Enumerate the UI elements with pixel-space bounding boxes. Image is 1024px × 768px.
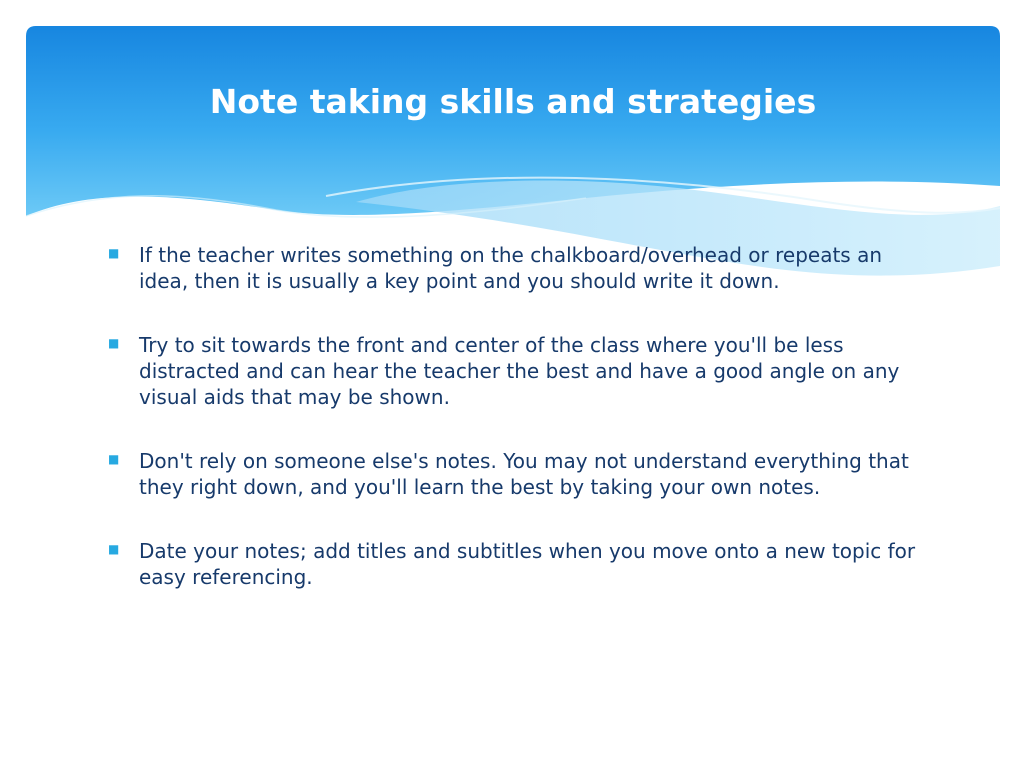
bullet-text: Don't rely on someone else's notes. You may not understand everything that they right down, and you'll learn the best by taking your own notes. [139,449,909,499]
bullet-text: Try to sit towards the front and center of the class where you'll be less distracted and can hear the teacher the best and have a good angle on any visual aids that may be shown. [139,333,900,409]
list-item [108,448,928,500]
square-bullet-icon: ■ [108,336,120,350]
square-bullet-icon: ■ [108,452,120,466]
bullet-text: If the teacher writes something on the chalkboard/overhead or repeats an idea, then it is usually a key point and you should write it down. [139,243,882,293]
square-bullet-icon: ■ [108,246,120,260]
bullet-list [108,242,928,628]
slide-title: Note taking skills and strategies [209,82,817,121]
square-bullet-icon: ■ [108,542,120,556]
list-item [108,242,928,294]
list-item [108,332,928,410]
list-item [108,538,928,590]
bullet-text: Date your notes; add titles and subtitles when you move onto a new topic for easy referencing. [139,539,916,589]
